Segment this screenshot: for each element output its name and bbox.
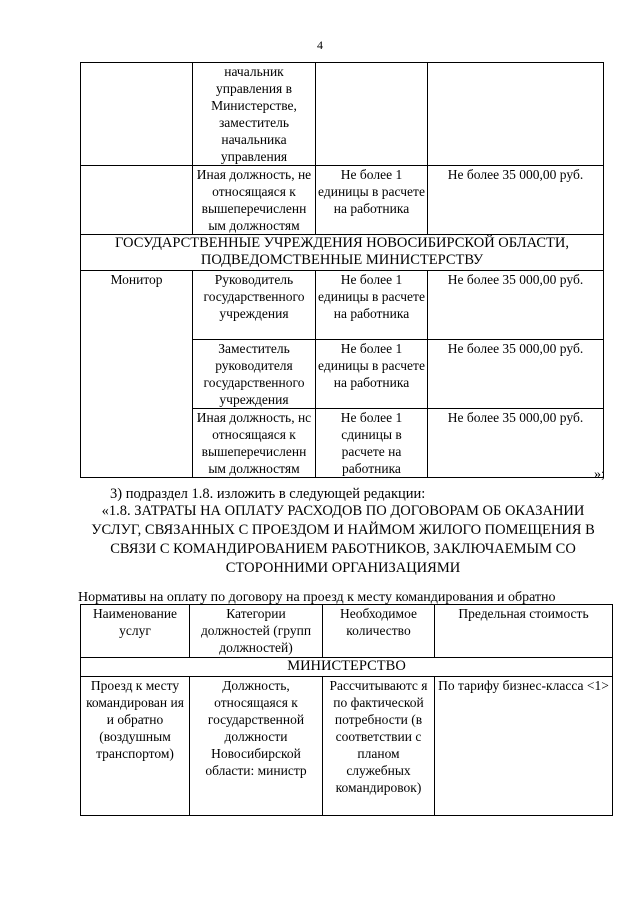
table-row — [81, 166, 604, 235]
price-cell: Не более 35 000,00 руб. — [428, 340, 604, 409]
table-row — [81, 271, 604, 340]
quantity-cell: Рассчитываютс я по фактической потребности (в соответствии с планом служебных командировок) — [323, 677, 435, 816]
table-row — [81, 235, 604, 271]
table-header-row — [81, 605, 613, 658]
position-cell: Руководитель государственного учреждения — [193, 271, 316, 340]
quantity-cell: Не более 1 единицы в расчете на работника — [316, 166, 428, 235]
section-heading-cell: МИНИСТЕРСТВО — [81, 658, 613, 677]
table-cell — [81, 166, 193, 235]
price-cell: Не более 35 000,00 руб. — [428, 166, 604, 235]
section-heading: «1.8. ЗАТРАТЫ НА ОПЛАТУ РАСХОДОВ ПО ДОГОВОРАМ ОБ ОКАЗАНИИ УСЛУГ, СВЯЗАННЫХ С ПРОЕЗДОМ И НАЙМОМ ЖИЛОГО ПОМЕЩЕНИЯ В СВЯЗИ С КОМАНДИРОВАНИЕМ РАБОТНИКОВ, ЗАКЛЮЧАЕМЫМ СО СТОРОННИМИ ОРГАНИЗАЦИЯМИ — [91, 503, 595, 576]
table-cell — [428, 63, 604, 166]
section-heading-cell: ГОСУДАРСТВЕННЫЕ УЧРЕЖДЕНИЯ НОВОСИБИРСКОЙ ОБЛАСТИ, ПОДВЕДОМСТВЕННЫЕ МИНИСТЕРСТВУ — [81, 235, 604, 271]
service-cell: Проезд к месту командирован ия и обратно (воздушным транспортом) — [81, 677, 190, 816]
price-cell: По тарифу бизнес-класса <1> — [435, 677, 613, 816]
column-header: Необходимое количество — [323, 605, 435, 658]
closing-quote: »; — [594, 467, 605, 482]
column-header: Наименование услуг — [81, 605, 190, 658]
table-row — [81, 63, 604, 166]
table-row — [81, 677, 613, 816]
position-cell: Иная должность, нс относящаяся к вышеперечисленн ым должностям — [193, 409, 316, 478]
table-cell — [316, 63, 428, 166]
table-cell — [81, 63, 193, 166]
quantity-cell: Не более 1 сдиницы в расчете на работника — [316, 409, 428, 478]
position-cell: Иная должность, не относящаяся к вышеперечисленн ым должностям — [193, 166, 316, 235]
page-number: 4 — [317, 38, 323, 52]
it-equipment-norms-table — [80, 62, 604, 478]
quantity-cell: Не более 1 единицы в расчете на работника — [316, 340, 428, 409]
position-cell: Должность, относящаяся к государственной должности Новосибирской области: министр — [190, 677, 323, 816]
position-cell: Заместитель руководителя государственного учреждения — [193, 340, 316, 409]
position-cell: начальник управления в Министерстве, заместитель начальника управления — [193, 63, 316, 166]
price-cell: Не более 35 000,00 руб. — [428, 409, 604, 478]
table-row — [81, 658, 613, 677]
amendment-paragraph: 3) подраздел 1.8. изложить в следующей редакции: — [110, 486, 426, 502]
price-cell: Не более 35 000,00 руб. — [428, 271, 604, 340]
norms-title: Нормативы на оплату по договору на проезд к месту командирования и обратно — [78, 590, 556, 605]
column-header: Предельная стоимость — [435, 605, 613, 658]
quantity-cell: Не более 1 единицы в расчете на работника — [316, 271, 428, 340]
travel-norms-table — [80, 604, 613, 816]
column-header: Категории должностей (групп должностей) — [190, 605, 323, 658]
item-name-cell: Монитор — [81, 271, 193, 478]
